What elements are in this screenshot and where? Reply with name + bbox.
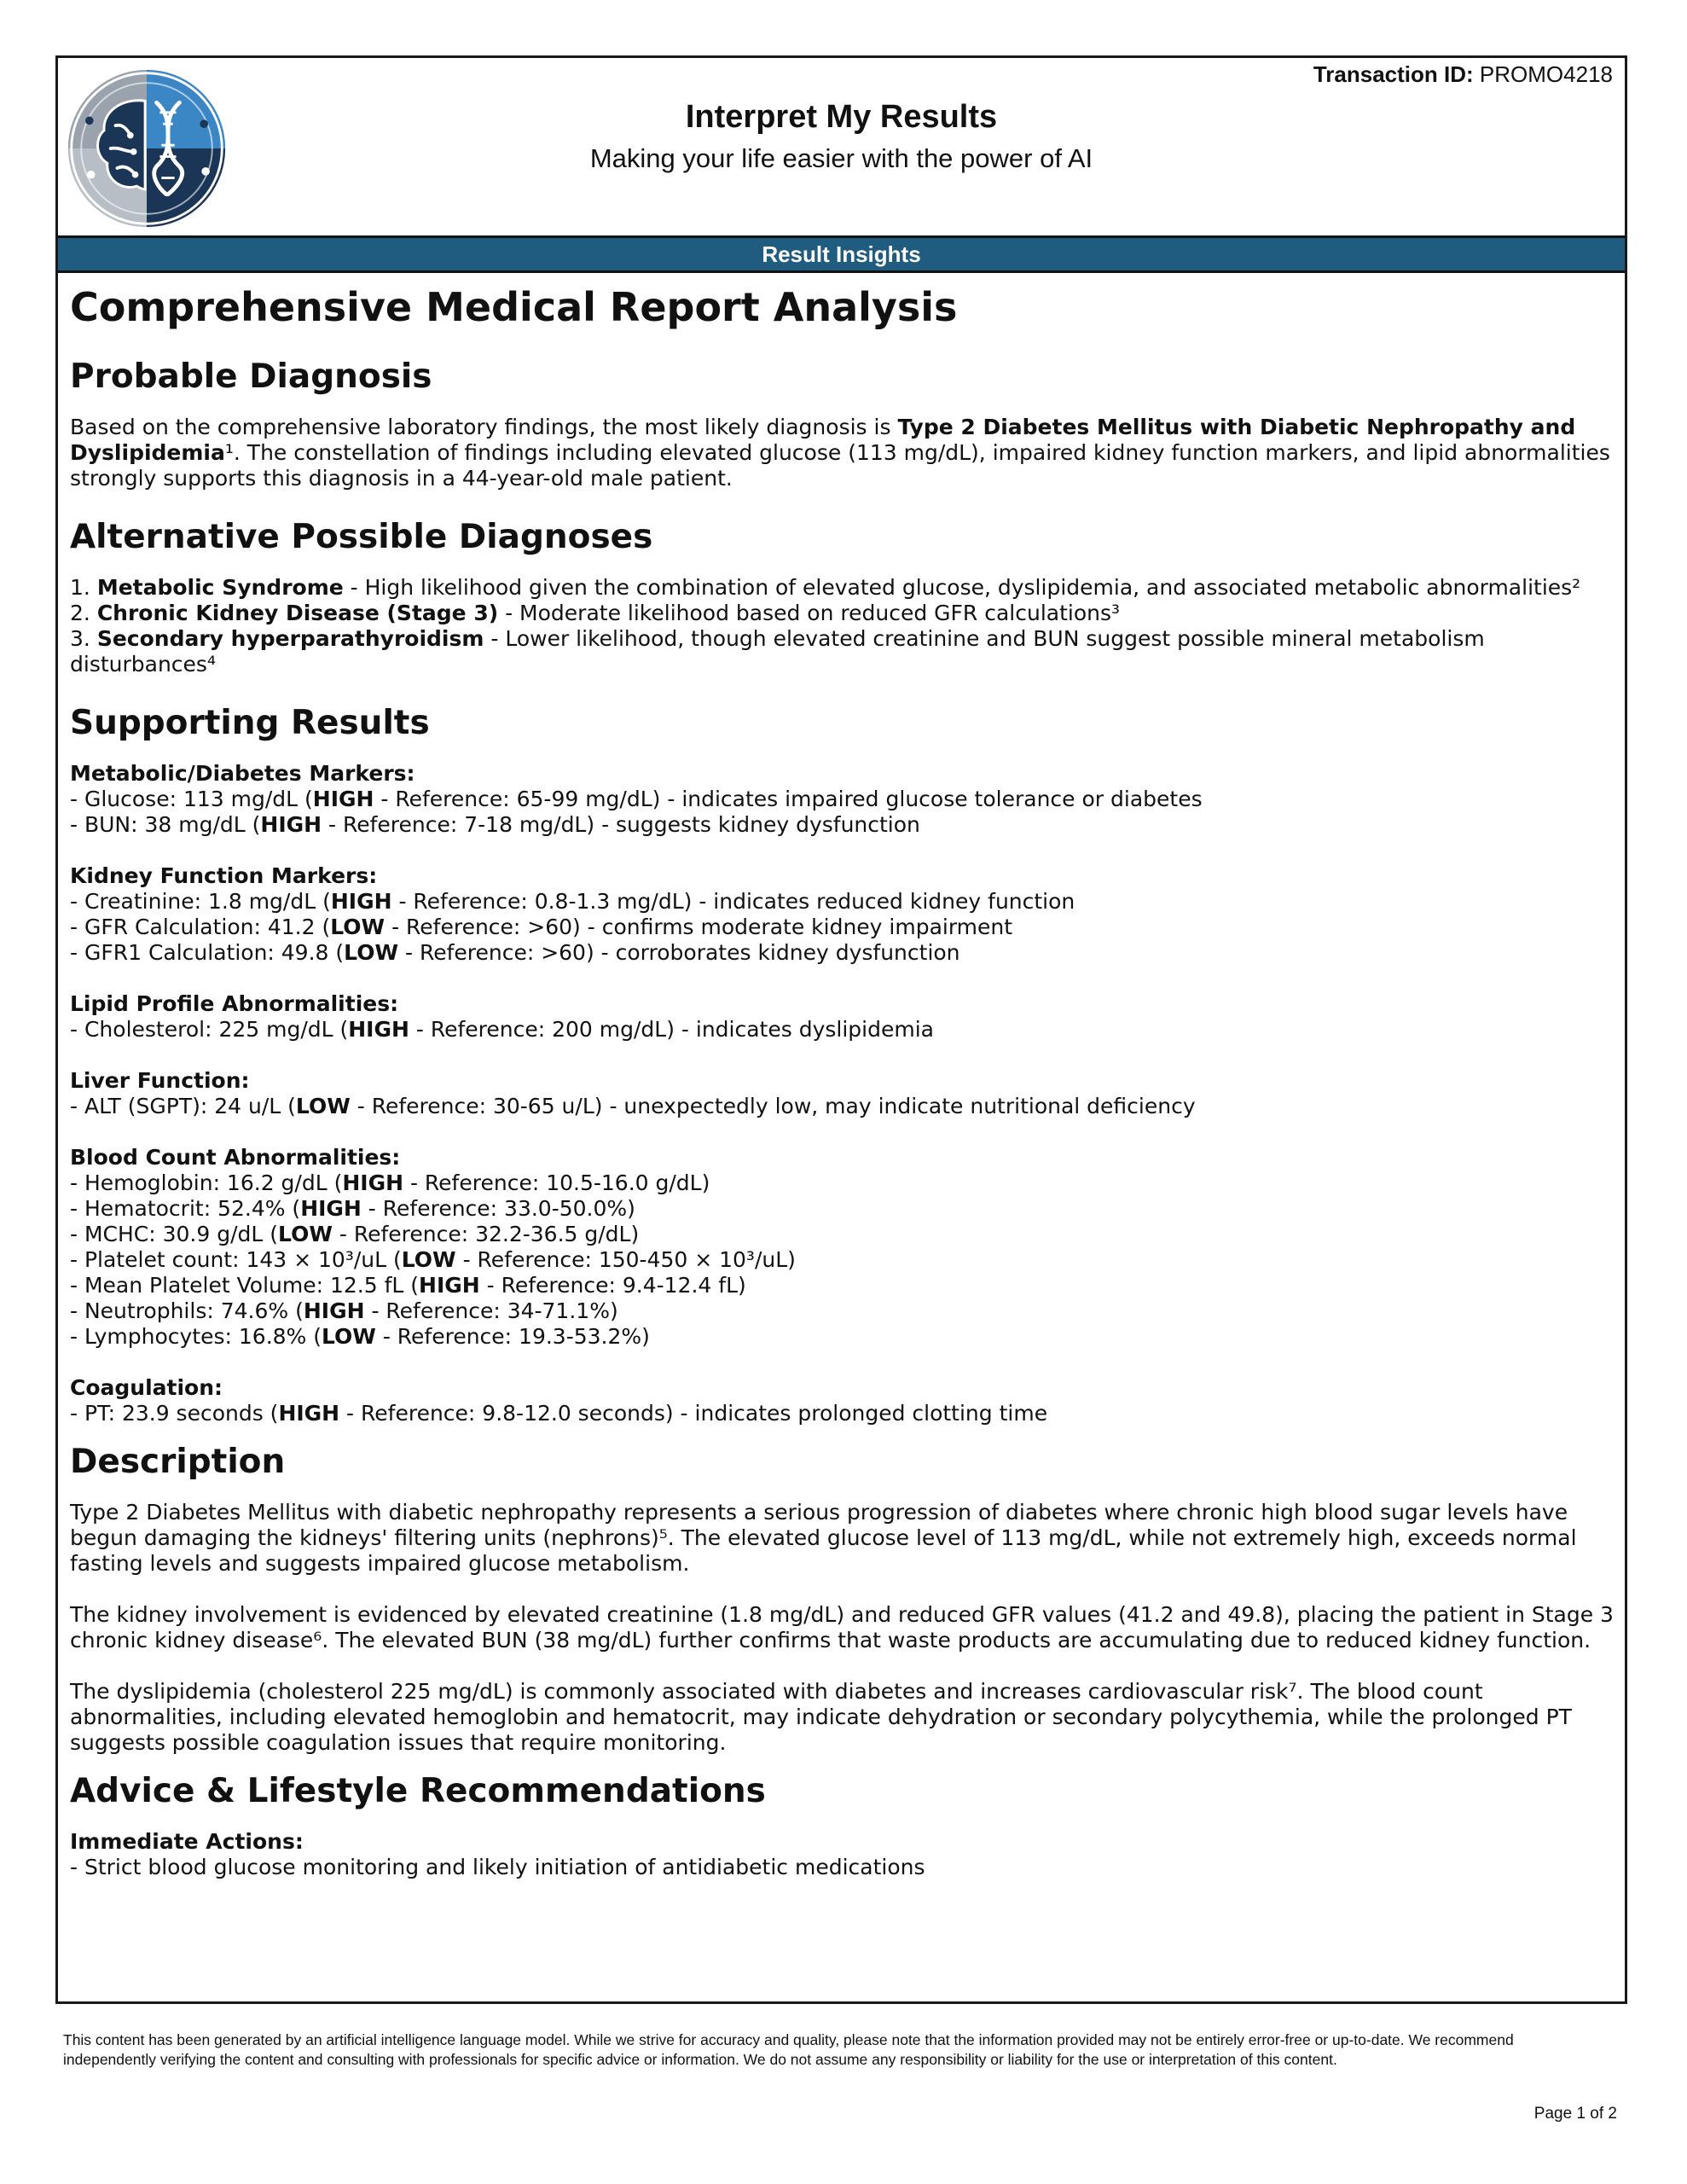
alternative-item: 2. Chronic Kidney Disease (Stage 3) - Moderate likelihood based on reduced GFR calculations³ <box>70 601 1121 625</box>
result-group-title: Metabolic/Diabetes Markers: <box>70 761 415 786</box>
description-paragraph: The dyslipidemia (cholesterol 225 mg/dL) is commonly associated with diabetes and increases cardiovascular risk⁷. The blood count abnormalities, including elevated hemoglobin and hematocrit, may indicate dehydration or secondary polycythemia, while the prolonged PT suggests possible coagulation issues that require monitoring. <box>70 1679 1572 1755</box>
advice-subheading: Immediate Actions: <box>70 1829 304 1854</box>
description-heading: Description <box>70 1443 286 1481</box>
description-paragraph: The kidney involvement is evidenced by elevated creatinine (1.8 mg/dL) and reduced GFR values (41.2 and 49.8), placing the patient in Stage 3 chronic kidney disease⁶. The elevated BUN (38 mg/dL) further confirms that waste products are accumulating due to reduced kidney function. <box>70 1602 1614 1653</box>
result-line: - Hematocrit: 52.4% (HIGH - Reference: 33.0-50.0%) <box>70 1196 635 1221</box>
result-group-title: Kidney Function Markers: <box>70 863 378 888</box>
report-title: Comprehensive Medical Report Analysis <box>70 284 958 330</box>
result-line: - Cholesterol: 225 mg/dL (HIGH - Reference: 200 mg/dL) - indicates dyslipidemia <box>70 1017 934 1042</box>
result-line: - Lymphocytes: 16.8% (LOW - Reference: 19.3-53.2%) <box>70 1324 650 1349</box>
result-line: - Mean Platelet Volume: 12.5 fL (HIGH - Reference: 9.4-12.4 fL) <box>70 1273 746 1298</box>
transaction-id: Transaction ID: PROMO4218 <box>1313 61 1613 87</box>
probable-diagnosis-text: Based on the comprehensive laboratory findings, the most likely diagnosis is Type 2 Diabetes Mellitus with Diabetic Nephropathy and Dyslipidemia¹. The constellation of findings including elevated glucose (113 mg/dL), impaired kidney function markers, and lipid abnormalities strongly supports this diagnosis in a 44-year-old male patient. <box>70 415 1610 491</box>
result-group-title: Blood Count Abnormalities: <box>70 1145 401 1170</box>
result-line: - Neutrophils: 74.6% (HIGH - Reference: 34-71.1%) <box>70 1298 618 1323</box>
result-line: - PT: 23.9 seconds (HIGH - Reference: 9.8-12.0 seconds) - indicates prolonged clotting time <box>70 1401 1048 1426</box>
brand-subtitle: Making your life easier with the power of AI <box>589 143 1093 173</box>
description-paragraph: Type 2 Diabetes Mellitus with diabetic nephropathy represents a serious progression of diabetes where chronic high blood sugar levels have begun damaging the kidneys' filtering units (nephrons)⁵. The elevated glucose level of 113 mg/dL, while not extremely high, exceeds normal fasting levels and suggests impaired glucose metabolism. <box>70 1500 1577 1576</box>
result-line: - BUN: 38 mg/dL (HIGH - Reference: 7-18 mg/dL) - suggests kidney dysfunction <box>70 812 920 837</box>
probable-diagnosis-heading: Probable Diagnosis <box>70 357 432 396</box>
supporting-results-heading: Supporting Results <box>70 704 430 742</box>
brand-title: Interpret My Results <box>685 99 998 135</box>
alternative-item: 1. Metabolic Syndrome - High likelihood given the combination of elevated glucose, dyslipidemia, and associated metabolic abnormalities² <box>70 575 1581 600</box>
result-group-title: Coagulation: <box>70 1375 223 1400</box>
result-line: - GFR1 Calculation: 49.8 (LOW - Reference: >60) - corroborates kidney dysfunction <box>70 940 960 965</box>
result-insights-band: Result Insights <box>58 235 1625 273</box>
result-group-title: Lipid Profile Abnormalities: <box>70 991 399 1016</box>
result-group-title: Liver Function: <box>70 1068 250 1093</box>
result-line: - Glucose: 113 mg/dL (HIGH - Reference: 65-99 mg/dL) - indicates impaired glucose tolerance or diabetes <box>70 787 1203 811</box>
page-number: Page 1 of 2 <box>1533 2105 1617 2123</box>
alternative-diagnoses-heading: Alternative Possible Diagnoses <box>70 518 653 556</box>
advice-line: - Strict blood glucose monitoring and likely initiation of antidiabetic medications <box>70 1855 925 1879</box>
report-content <box>70 283 1620 1880</box>
result-line: - ALT (SGPT): 24 u/L (LOW - Reference: 30-65 u/L) - unexpectedly low, may indicate nutritional deficiency <box>70 1094 1196 1118</box>
result-line: - MCHC: 30.9 g/dL (LOW - Reference: 32.2-36.5 g/dL) <box>70 1222 640 1246</box>
report-frame <box>55 55 1627 2004</box>
advice-heading: Advice & Lifestyle Recommendations <box>70 1772 766 1810</box>
result-line: - Hemoglobin: 16.2 g/dL (HIGH - Reference: 10.5-16.0 g/dL) <box>70 1170 710 1195</box>
alternative-item: 3. Secondary hyperparathyroidism - Lower likelihood, though elevated creatinine and BUN suggest possible mineral metabolism disturbances⁴ <box>70 626 1485 677</box>
result-line: - Platelet count: 143 × 10³/uL (LOW - Reference: 150-450 × 10³/uL) <box>70 1247 796 1272</box>
result-line: - GFR Calculation: 41.2 (LOW - Reference: >60) - confirms moderate kidney impairment <box>70 915 1013 939</box>
result-line: - Creatinine: 1.8 mg/dL (HIGH - Reference: 0.8-1.3 mg/dL) - indicates reduced kidney function <box>70 889 1075 914</box>
ai-disclaimer: This content has been generated by an artificial intelligence language model. While we strive for accuracy and quality, please note that the information provided may not be entirely error-free or up-to-date. We recommend independently verifying the content and consulting with professionals for specific advice or information. We do not assume any responsibility or liability for the use or interpretation of this content. <box>63 2031 1514 2068</box>
